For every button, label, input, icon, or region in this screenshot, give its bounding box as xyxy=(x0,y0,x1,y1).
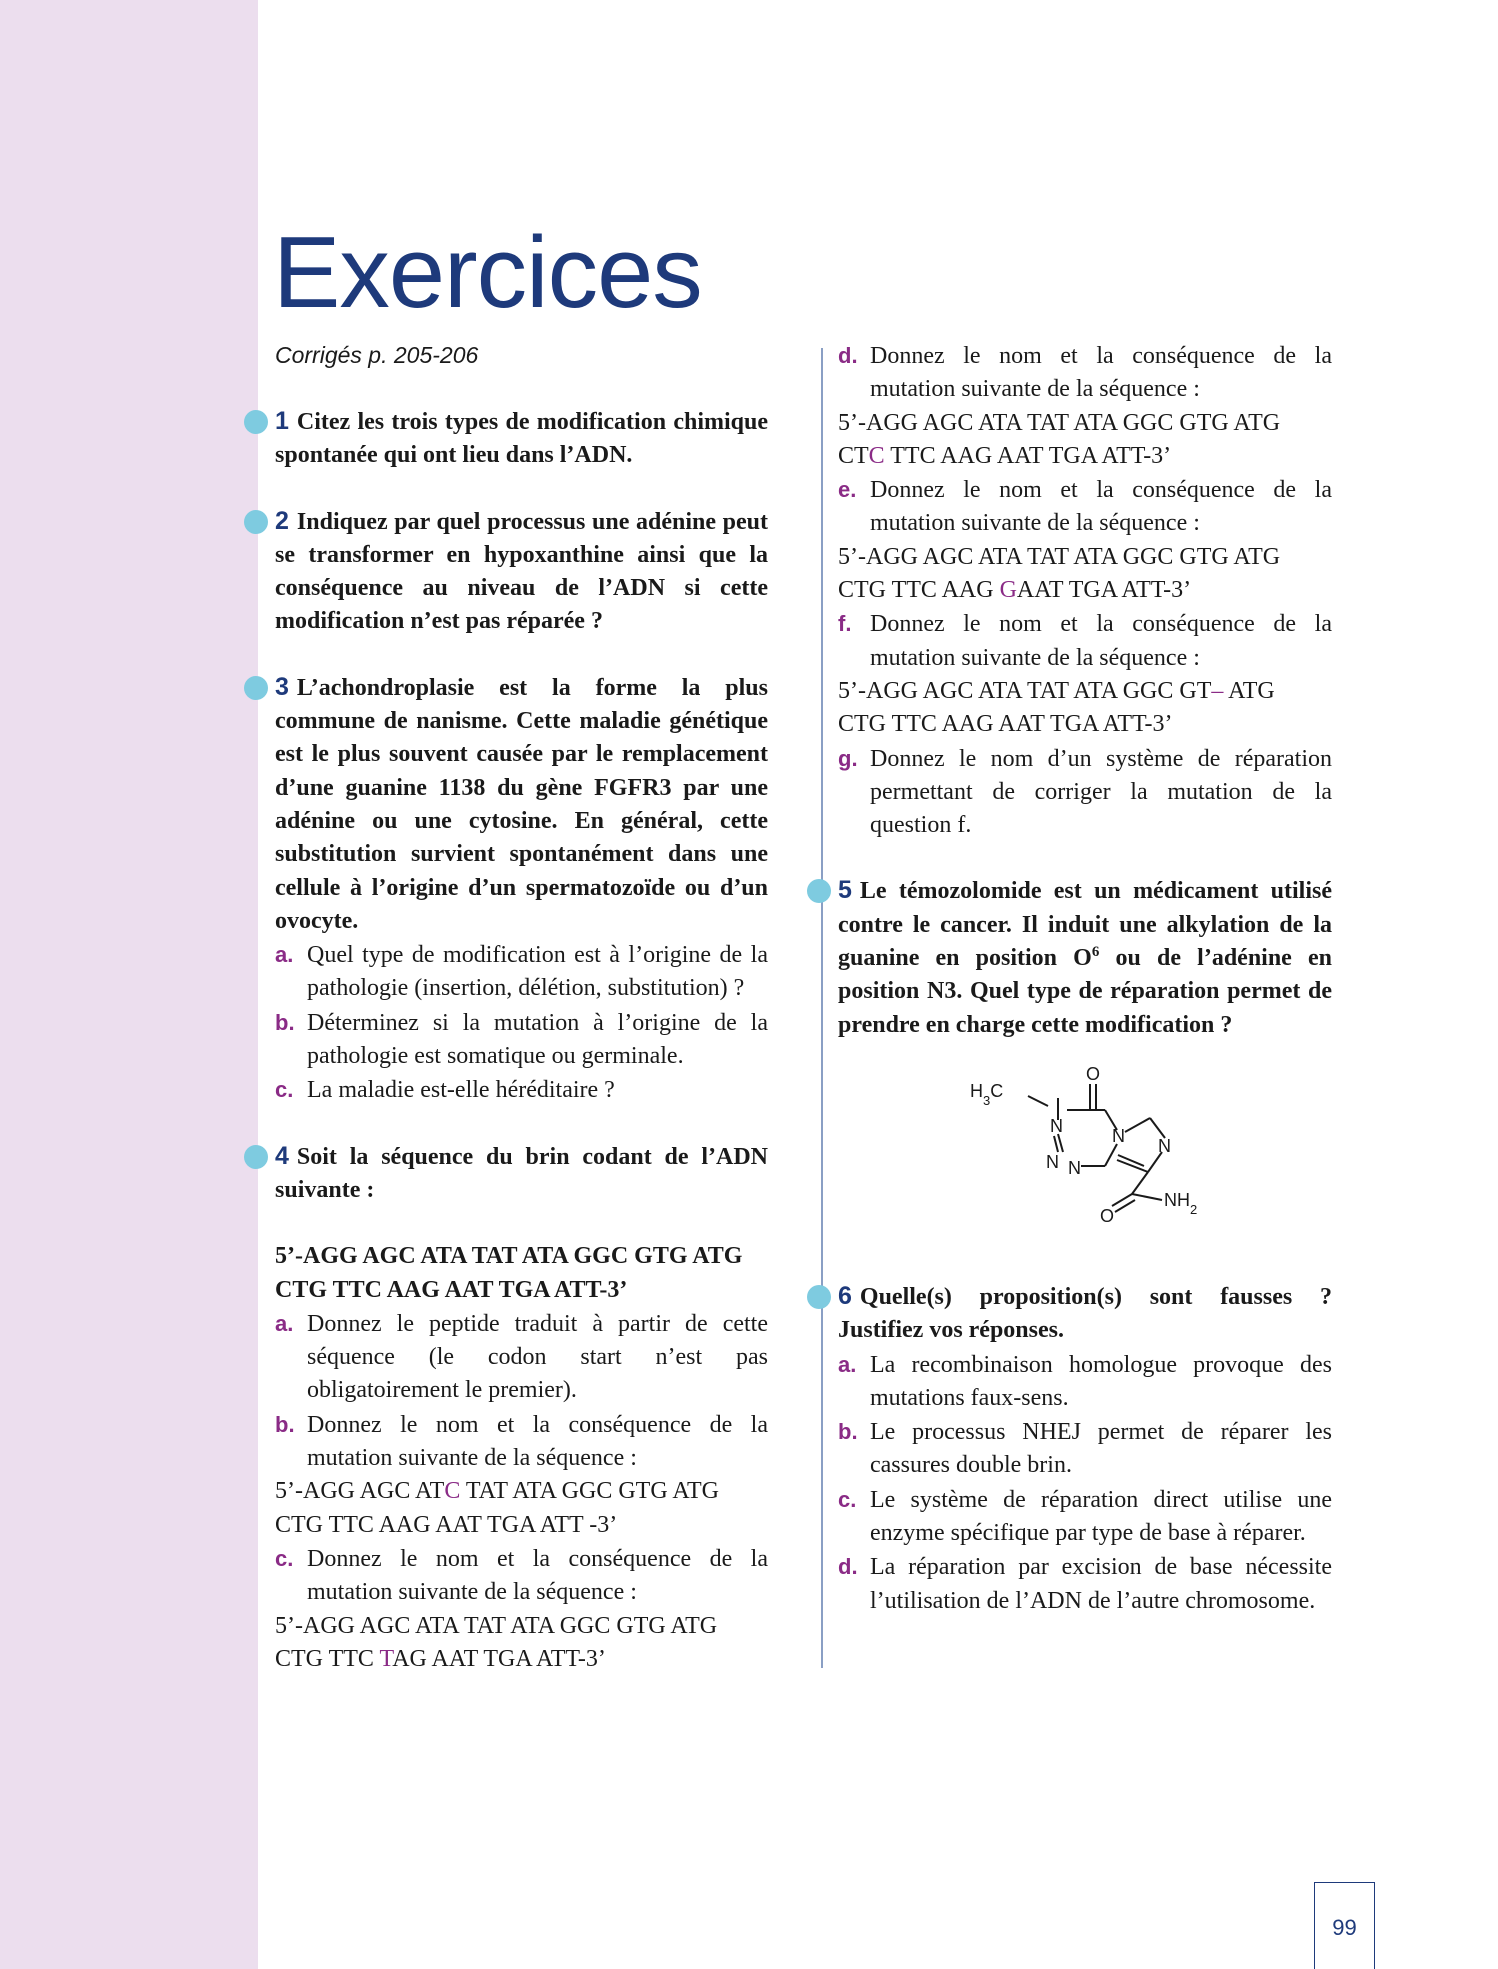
question-6b xyxy=(838,1415,1332,1483)
mutated-sequence-line: 5’-AGG AGC ATA TAT ATA GGC GTG ATG xyxy=(275,1612,718,1639)
exercise-5 xyxy=(838,874,1332,1041)
exercise-text: L’achondroplasie est la forme la plus commune de nanisme. Cette maladie génétique est le plus souvent causée par le remplacement d’une guanine 1138 du gène FGFR3 par une adénine ou une cytosine. En général, cette substitution survient spontanément dans une cellule à l’origine d’un spermatozoïde ou d’un ovocyte. xyxy=(275,674,768,934)
mutated-base: C xyxy=(868,442,885,469)
exercise-6-statement xyxy=(838,1280,1332,1348)
question-text: Donnez le nom et la conséquence de la mutation suivante de la séquence : xyxy=(870,611,1332,671)
question-6c xyxy=(838,1483,1332,1551)
page-number: 99 xyxy=(1314,1882,1375,1969)
exercise-bullet-icon xyxy=(807,1285,831,1309)
question-4d xyxy=(838,339,1332,407)
question-4g xyxy=(838,742,1332,843)
exercise-5-statement: 5 Le témozolomide est un médicament utilisé contre le cancer. Il induit une alkylation de la guanine en position $O^6$ ou de l’adénine en position N3. Quel type de réparation permet de prendre en charge cette modification ? xyxy=(838,876,1332,1038)
exercise-2 xyxy=(275,505,768,639)
question-text: La réparation par excision de base nécessite l’utilisation de l’ADN de l’autre chromosome. xyxy=(870,1554,1332,1614)
question-letter: a. xyxy=(838,1351,857,1377)
question-6d xyxy=(838,1550,1332,1618)
superscript: 6 xyxy=(1091,944,1100,961)
exercise-number: 3 xyxy=(275,672,289,701)
mutated-base: C xyxy=(444,1478,461,1505)
exercise-1 xyxy=(275,405,768,473)
question-6a xyxy=(838,1348,1332,1416)
exercise-3 xyxy=(275,671,768,1108)
right-column xyxy=(838,339,1332,1618)
bridge-n-atom-label: N xyxy=(1112,1126,1125,1146)
exercise-number: 5 xyxy=(838,876,852,905)
exercise-4 xyxy=(275,1140,768,1676)
amide-o-label: O xyxy=(1100,1206,1115,1226)
exercise-4-statement xyxy=(275,1140,768,1208)
exercise-number: 4 xyxy=(275,1141,289,1170)
exercise-text: Soit la séquence du brin codant de l’ADN suivante : xyxy=(275,1143,768,1203)
mutated-sequence-line: 5’-AGG AGC ATC TAT ATA GGC GTG ATG xyxy=(275,1478,719,1505)
page-margin-band xyxy=(0,0,258,1969)
question-letter: e. xyxy=(838,477,857,503)
exercise-text: Indiquez par quel processus une adénine peut se transformer en hypoxanthine ainsi que la conséquence au niveau de l’ADN si cette modification n’est pas réparée ? xyxy=(275,508,768,635)
question-letter: g. xyxy=(838,745,858,771)
mutated-sequence-line: CTC TTC AAG AAT TGA ATT-3’ xyxy=(838,442,1172,469)
mutated-sequence-line: 5’-AGG AGC ATA TAT ATA GGC GT– ATG xyxy=(838,677,1275,704)
question-letter: d. xyxy=(838,1554,858,1580)
question-text: Le système de réparation direct utilise une enzyme spécifique par type de base à réparer. xyxy=(870,1486,1332,1547)
question-text: La recombinaison homologue provoque des mutations faux-sens. xyxy=(870,1351,1332,1411)
mutated-sequence-line: 5’-AGG AGC ATA TAT ATA GGC GTG ATG xyxy=(838,543,1281,570)
exercise-number: 2 xyxy=(275,506,289,535)
exercise-3-statement xyxy=(275,671,768,938)
question-letter: d. xyxy=(838,343,858,368)
question-text: Le processus NHEJ permet de réparer les cassures double brin. xyxy=(870,1419,1332,1479)
exercise-bullet-icon xyxy=(244,410,268,434)
question-4f xyxy=(838,607,1332,675)
carbonyl-o-label: O xyxy=(1086,1064,1101,1084)
n3-atom-label: N xyxy=(1050,1116,1063,1136)
exercise-1-statement xyxy=(275,405,768,473)
exercise-text: Quelle(s) proposition(s) sont fausses ? Justifiez vos réponses. xyxy=(838,1283,1332,1344)
exercise-number: 6 xyxy=(838,1281,852,1310)
dna-sequence-line: 5’-AGG AGC ATA TAT ATA GGC GTG ATG xyxy=(275,1243,743,1270)
exercise-bullet-icon xyxy=(244,676,268,700)
exercise-bullet-icon xyxy=(244,1145,268,1169)
mutated-base: T xyxy=(379,1645,393,1672)
imidazole-n-atom-label: N xyxy=(1158,1136,1171,1156)
question-letter: a. xyxy=(275,1310,294,1336)
question-text: Donnez le nom et la conséquence de la mutation suivante de la séquence : xyxy=(307,1411,768,1472)
dna-sequence-line: CTG TTC AAG AAT TGA ATT-3’ xyxy=(275,1276,628,1303)
exercise-text: Citez les trois types de modification chimique spontanée qui ont lieu dans l’ADN. xyxy=(275,409,768,469)
exercise-6 xyxy=(838,1280,1332,1618)
temozolomide-structure-diagram xyxy=(950,1052,1230,1237)
question-3c xyxy=(275,1073,768,1107)
amine-label: $NH_2$ xyxy=(1164,1190,1198,1217)
question-4b xyxy=(275,1408,768,1476)
exercise-2-statement xyxy=(275,505,768,639)
question-text: Donnez le nom et la conséquence de la mutation suivante de la séquence : xyxy=(870,343,1332,403)
question-letter: f. xyxy=(838,611,852,637)
question-text: Déterminez si la mutation à l’origine de la pathologie est somatique ou germinale. xyxy=(307,1009,768,1070)
question-letter: b. xyxy=(275,1009,295,1035)
question-4e xyxy=(838,473,1332,541)
mutated-sequence-line: CTG TTC AAG GAAT TGA ATT-3’ xyxy=(838,577,1192,604)
deleted-base-mark: – xyxy=(1211,677,1224,704)
n2-atom-label: N xyxy=(1046,1152,1059,1172)
n1-atom-label: N xyxy=(1068,1158,1081,1178)
mutated-base: G xyxy=(999,577,1017,604)
question-text: Quel type de modification est à l’origine de la pathologie (insertion, délétion, substitution) ? xyxy=(307,942,768,1002)
exercise-bullet-icon xyxy=(807,879,831,903)
question-text: Donnez le nom d’un système de réparation permettant de corriger la mutation de la question f. xyxy=(870,745,1332,839)
question-text: Donnez le nom et la conséquence de la mutation suivante de la séquence : xyxy=(307,1545,768,1606)
page-title: Exercices xyxy=(273,217,702,329)
question-letter: b. xyxy=(838,1419,858,1445)
question-letter: c. xyxy=(275,1077,294,1103)
question-letter: c. xyxy=(275,1545,294,1571)
mutated-sequence-line: 5’-AGG AGC ATA TAT ATA GGC GTG ATG xyxy=(838,409,1281,436)
question-letter: c. xyxy=(838,1486,857,1512)
question-4c xyxy=(275,1542,768,1610)
question-3a xyxy=(275,938,768,1006)
question-4a xyxy=(275,1307,768,1408)
question-text: La maladie est-elle héréditaire ? xyxy=(307,1077,615,1104)
methyl-label: $H_3C$ xyxy=(970,1081,1004,1108)
mutated-sequence-line: CTG TTC TAG AAT TGA ATT-3’ xyxy=(275,1645,606,1672)
mutated-sequence-line: CTG TTC AAG AAT TGA ATT -3’ xyxy=(275,1511,618,1538)
question-text: Donnez le peptide traduit à partir de cette séquence (le codon start n’est pas obligatoirement le premier). xyxy=(307,1310,768,1404)
question-3b xyxy=(275,1006,768,1074)
question-letter: a. xyxy=(275,942,294,968)
question-text: Donnez le nom et la conséquence de la mutation suivante de la séquence : xyxy=(870,477,1332,537)
left-column xyxy=(275,405,768,1676)
exercise-bullet-icon xyxy=(244,510,268,534)
corrections-reference: Corrigés p. 205-206 xyxy=(275,342,479,368)
question-letter: b. xyxy=(275,1411,295,1437)
exercise-number: 1 xyxy=(275,407,289,435)
mutated-sequence-line: CTG TTC AAG AAT TGA ATT-3’ xyxy=(838,711,1173,738)
column-divider xyxy=(821,348,823,1668)
